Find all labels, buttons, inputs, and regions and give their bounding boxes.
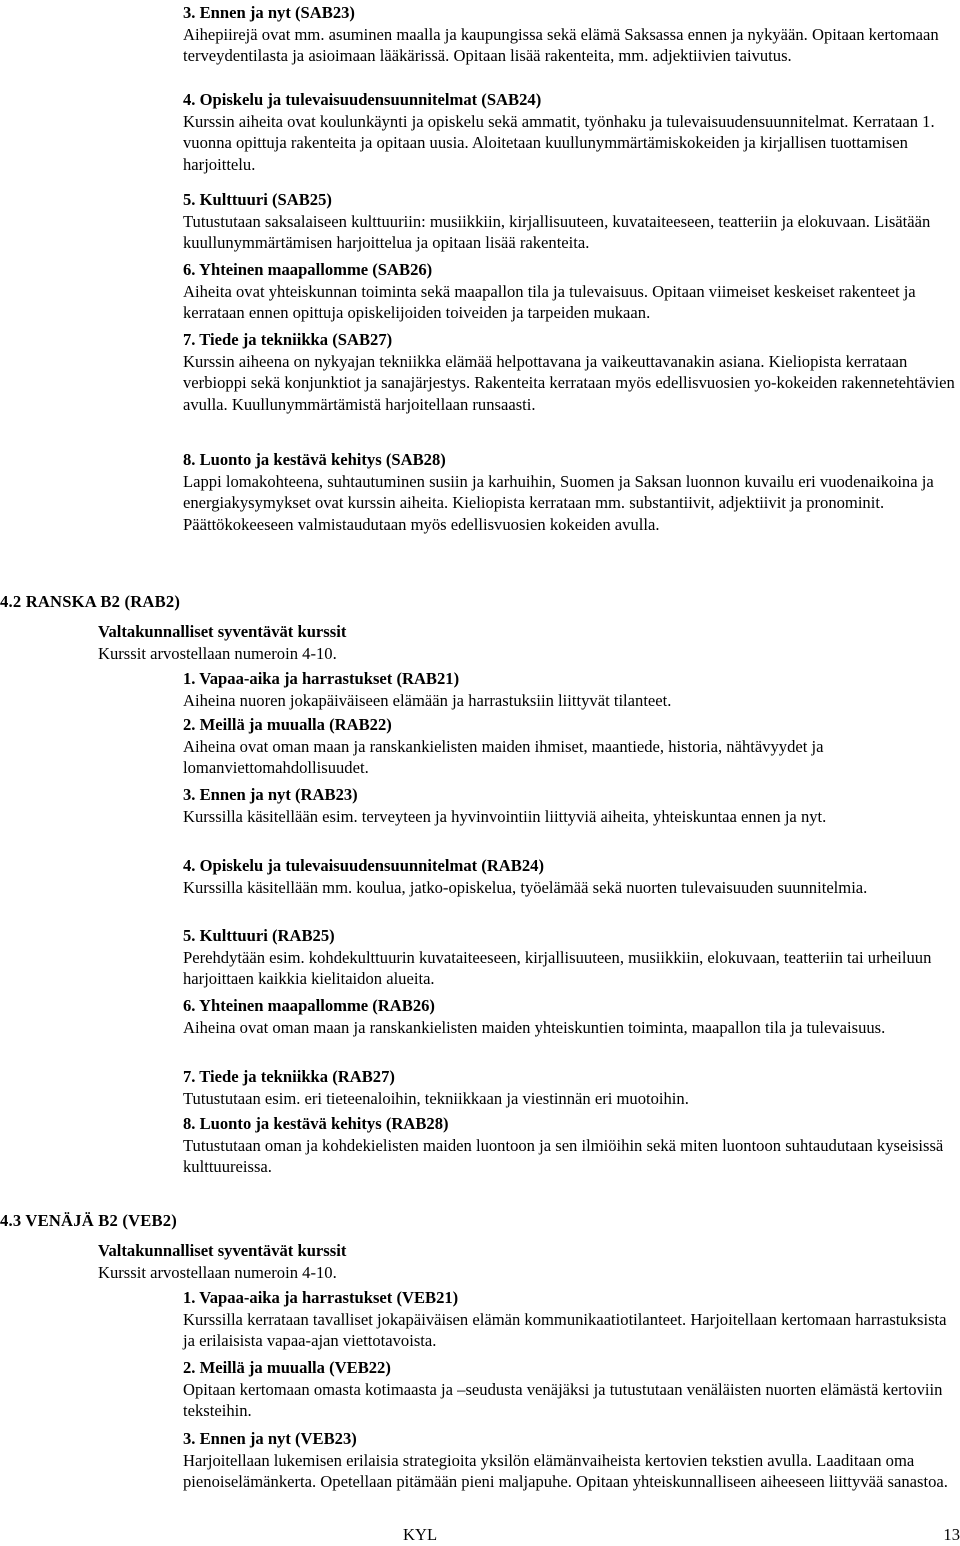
course-rab26 [183,995,958,1038]
course-description: Perehdytään esim. kohdekulttuurin kuvataiteeseen, kirjallisuuteen, musiikkiin, elokuvaan, teatteriin tai urheiluun harjoittaen kaikkia kielitaidon alueita. [183,947,932,989]
course-description: Opitaan kertomaan omasta kotimaasta ja –seudusta venäjäksi ja tutustutaan venäläisten nuorten elämästä kertoviin teksteihin. [183,1379,943,1421]
course-title: 6. Yhteinen maapallomme (RAB26) [183,996,435,1015]
course-rab25 [183,925,958,990]
course-description: Lappi lomakohteena, suhtautuminen susiin ja karhuihin, Suomen ja Saksan luonnon kuvailu eri vuodenaikoina ja energiakysymykset ovat kurssin aiheita. Kieliopista kerrataan mm. substantiivit, adjektiivit ja pronominit. Päättökokeeseen valmistaudutaan myös edellisvuosien kokeiden avulla. [183,471,934,534]
course-rab28 [183,1113,958,1178]
course-title: 6. Yhteinen maapallomme (SAB26) [183,260,433,279]
course-sab28 [183,449,958,535]
course-veb21 [183,1287,958,1352]
subsection-veb2 [98,1240,898,1283]
course-description: Aiheita ovat yhteiskunnan toiminta sekä maapallon tila ja tulevaisuus. Opitaan viimeiset keskeiset rakenteet ja kerrataan ennen opittuja opiskelijoiden toiveiden ja tarpeiden mukaan. [183,281,916,323]
course-title: 1. Vapaa-aika ja harrastukset (VEB21) [183,1288,459,1307]
course-title: 5. Kulttuuri (RAB25) [183,926,335,945]
course-title: 3. Ennen ja nyt (VEB23) [183,1429,357,1448]
course-sab23 [183,2,958,67]
course-title: 7. Tiede ja tekniikka (RAB27) [183,1067,395,1086]
course-description: Aiheina ovat oman maan ja ranskankielisten maiden yhteiskuntien toiminta, maapallon tila ja tulevaisuus. [183,1017,886,1037]
course-rab23 [183,784,958,827]
course-title: 2. Meillä ja muualla (VEB22) [183,1358,391,1377]
course-description: Kurssin aiheena on nykyajan tekniikka elämää helpottavana ja vaikeuttavanakin asiana. Kieliopista kerrataan verbioppi sekä konjunktiot ja sanajärjestys. Rakenteita kerrataan myös edellisvuosien yo-kokeiden rakennetehtävien avulla. Kuullunymmärtämistä harjoitellaan runsaasti. [183,351,955,414]
course-description: Tutustutaan esim. eri tieteenaloihin, tekniikkaan ja viestinnän eri muotoihin. [183,1088,689,1108]
course-description: Kurssilla käsitellään esim. terveyteen ja hyvinvointiin liittyviä aiheita, yhteiskuntaa ennen ja nyt. [183,806,827,826]
course-sab27 [183,329,958,415]
subsection-title: Valtakunnalliset syventävät kurssit [98,622,347,641]
course-title: 3. Ennen ja nyt (RAB23) [183,785,358,804]
footer-label: KYL [403,1525,438,1544]
section-heading-rab2: 4.2 RANSKA B2 (RAB2) [0,592,181,611]
course-description: Aiheina nuoren jokapäiväiseen elämään ja harrastuksiin liittyvät tilanteet. [183,690,672,710]
subsection-title: Valtakunnalliset syventävät kurssit [98,1241,347,1260]
subsection-rab2 [98,621,898,664]
course-title: 1. Vapaa-aika ja harrastukset (RAB21) [183,669,460,688]
course-rab24 [183,855,958,898]
course-veb22 [183,1357,958,1422]
course-sab25 [183,189,958,254]
course-description: Tutustutaan oman ja kohdekielisten maiden luontoon ja sen ilmiöihin sekä miten luontoon suhtaudutaan kyseisissä kulttuureissa. [183,1135,944,1177]
section-heading-veb2: 4.3 VENÄJÄ B2 (VEB2) [0,1211,178,1230]
page-number: 13 [943,1525,960,1544]
subsection-text: Kurssit arvostellaan numeroin 4-10. [98,643,337,663]
course-title: 5. Kulttuuri (SAB25) [183,190,332,209]
course-title: 3. Ennen ja nyt (SAB23) [183,3,355,22]
course-description: Harjoitellaan lukemisen erilaisia strategioita yksilön elämänvaiheista kertovien tekstien avulla. Laaditaan oma pienoiselämänkerta. Opetellaan pitämään pieni maljapuhe. Opitaan yhteiskunnalliseen aiheeseen liittyvää sanastoa. [183,1450,948,1492]
course-description: Kurssilla kerrataan tavalliset jokapäiväisen elämän kommunikaatiotilanteet. Harjoitellaan kertomaan harrastuksista ja erilaisista vapaa-ajan viettotavoista. [183,1309,947,1351]
course-sab26 [183,259,958,324]
course-title: 7. Tiede ja tekniikka (SAB27) [183,330,393,349]
course-rab21 [183,668,958,711]
course-rab27 [183,1066,958,1109]
course-rab22 [183,714,958,779]
course-description: Tutustutaan saksalaiseen kulttuuriin: musiikkiin, kirjallisuuteen, kuvataiteeseen, teatteriin ja elokuvaan. Lisätään kuullunymmärtämisen harjoittelua ja opitaan lisää rakenteita. [183,211,931,253]
course-sab24 [183,89,958,175]
course-veb23 [183,1428,958,1493]
course-description: Aihepiirejä ovat mm. asuminen maalla ja kaupungissa sekä elämä Saksassa ennen ja nykyään. Opitaan kertomaan terveydentilasta ja asioimaan lääkärissä. Opitaan lisää rakenteita, mm. adjektiivien taivutus. [183,24,939,66]
subsection-text: Kurssit arvostellaan numeroin 4-10. [98,1262,337,1282]
course-description: Kurssin aiheita ovat koulunkäynti ja opiskelu sekä ammatit, työnhaku ja tulevaisuudensuunnitelmat. Kerrataan 1. vuonna opittuja rakenteita ja opitaan uusia. Aloitetaan kuullunymmärtämiskokeiden ja kirjallisen tuottamisen harjoittelu. [183,111,935,174]
course-title: 8. Luonto ja kestävä kehitys (RAB28) [183,1114,449,1133]
course-title: 2. Meillä ja muualla (RAB22) [183,715,392,734]
course-title: 4. Opiskelu ja tulevaisuudensuunnitelmat (SAB24) [183,90,542,109]
course-description: Aiheina ovat oman maan ja ranskankielisten maiden ihmiset, maantiede, historia, nähtävyydet ja lomanviettomahdollisuudet. [183,736,824,778]
course-title: 8. Luonto ja kestävä kehitys (SAB28) [183,450,446,469]
course-description: Kurssilla käsitellään mm. koulua, jatko-opiskelua, työelämää sekä nuorten tulevaisuuden suunnitelmia. [183,877,868,897]
course-title: 4. Opiskelu ja tulevaisuudensuunnitelmat (RAB24) [183,856,544,875]
